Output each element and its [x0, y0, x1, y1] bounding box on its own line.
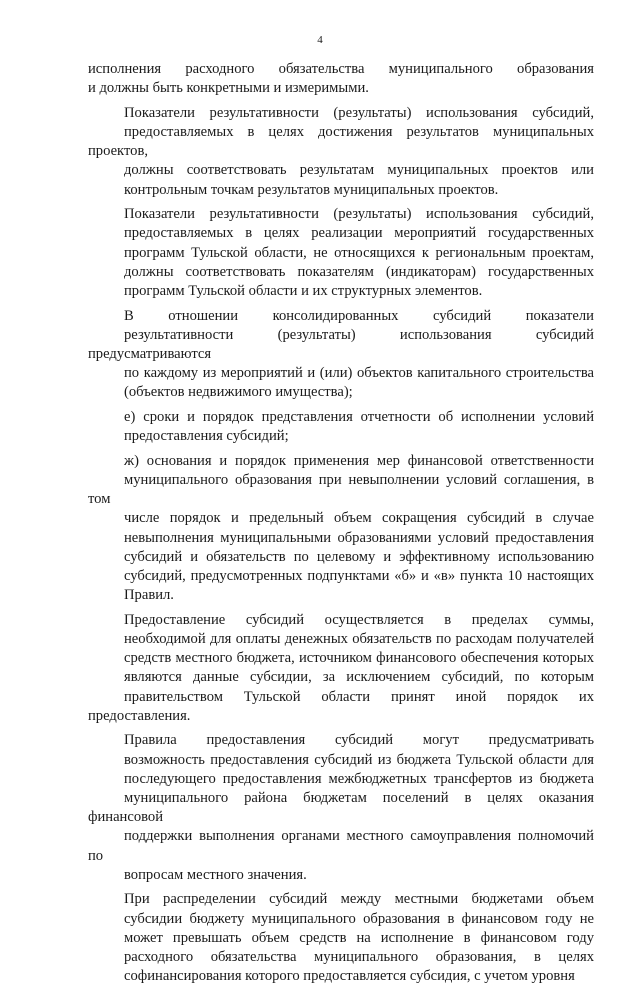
text-line: При распределении субсидий между местными бюджетами объем	[124, 891, 594, 908]
text-line: вопросам местного значения.	[124, 866, 307, 883]
text-line: предоставляемых в целях достижения результатов муниципальных проектов,	[88, 124, 594, 160]
text-line: числе порядок и предельный объем сокращения субсидий в случае	[124, 510, 594, 527]
text-line: правительством Тульской области принят иной порядок их предоставления.	[88, 688, 594, 724]
text-line: возможность предоставления субсидий из бюджета Тульской области для	[124, 751, 594, 768]
text-line: программ Тульской области и их структурных элементов.	[124, 283, 483, 300]
text-line: субсидии бюджету муниципального образования в финансовом году не	[124, 910, 594, 927]
text-line: контрольным точкам результатов муниципальных проектов.	[124, 181, 499, 198]
text-line: может превышать объем средств на исполнение в финансовом году	[124, 929, 594, 946]
text-line: субсидий, предусмотренных подпунктами «б» и «в» пункта 10 настоящих	[124, 568, 594, 585]
text-line: необходимой для оплаты денежных обязательств по расходам получателей	[124, 631, 594, 648]
text-line: ж) основания и порядок применения мер финансовой ответственности	[124, 452, 594, 469]
paragraph	[88, 611, 594, 726]
text-line: софинансирования которого предоставляется субсидия, с учетом уровня	[124, 968, 575, 985]
paragraph	[88, 307, 594, 403]
paragraph	[88, 408, 594, 446]
text-line: е) сроки и порядок представления отчетности об исполнении условий	[124, 409, 594, 426]
text-line: должны соответствовать показателям (индикаторам) государственных	[124, 263, 594, 280]
text-line: расходного обязательства муниципального образования, в целях	[124, 949, 594, 966]
text-line: Предоставление субсидий осуществляется в пределах суммы,	[124, 611, 594, 628]
text-line: и должны быть конкретными и измеримыми.	[88, 80, 369, 97]
page-number: 4	[317, 34, 323, 46]
text-line: невыполнения муниципальными образованиями условий предоставления	[124, 529, 594, 546]
text-line: последующего предоставления межбюджетных трансфертов из бюджета	[124, 770, 594, 787]
text-line: субсидий и обязательств по целевому и эффективному использованию	[124, 548, 594, 565]
text-line: исполнения расходного обязательства муниципального образования	[88, 61, 594, 77]
text-line: Показатели результативности (результаты) использования субсидий,	[124, 206, 594, 223]
text-line: должны соответствовать результатам муниципальных проектов или	[124, 162, 594, 179]
text-line: являются данные субсидии, за исключением субсидий, по которым	[124, 669, 594, 686]
text-line: Правил.	[124, 587, 174, 604]
text-line: средств местного бюджета, источником финансового обеспечения которых	[124, 650, 594, 667]
text-line: (объектов недвижимого имущества);	[124, 384, 353, 401]
paragraph	[88, 731, 594, 885]
text-line: В отношении консолидированных субсидий показатели	[124, 307, 594, 324]
text-line: предоставления субсидий;	[124, 428, 289, 445]
document-body	[88, 60, 594, 992]
text-line: результативности (результаты) использования субсидий предусматриваются	[88, 326, 594, 363]
paragraph	[88, 60, 594, 98]
paragraph	[88, 104, 594, 200]
text-line: Показатели результативности (результаты) использования субсидий,	[124, 104, 594, 121]
paragraph	[88, 205, 594, 301]
text-line: по каждому из мероприятий и (или) объектов капитального строительства	[124, 365, 594, 382]
text-line: поддержки выполнения органами местного самоуправления полномочий по	[88, 828, 594, 864]
text-line: программ Тульской области, не относящихся к региональным проектам,	[124, 244, 594, 261]
paragraph	[88, 452, 594, 606]
text-line: предоставляемых в целях реализации мероприятий государственных	[124, 225, 594, 242]
text-line: муниципального образования при невыполнении условий соглашения, в том	[88, 472, 594, 508]
text-line: муниципального района бюджетам поселений в целях оказания финансовой	[88, 790, 594, 826]
text-line: Правила предоставления субсидий могут предусматривать	[124, 732, 594, 749]
